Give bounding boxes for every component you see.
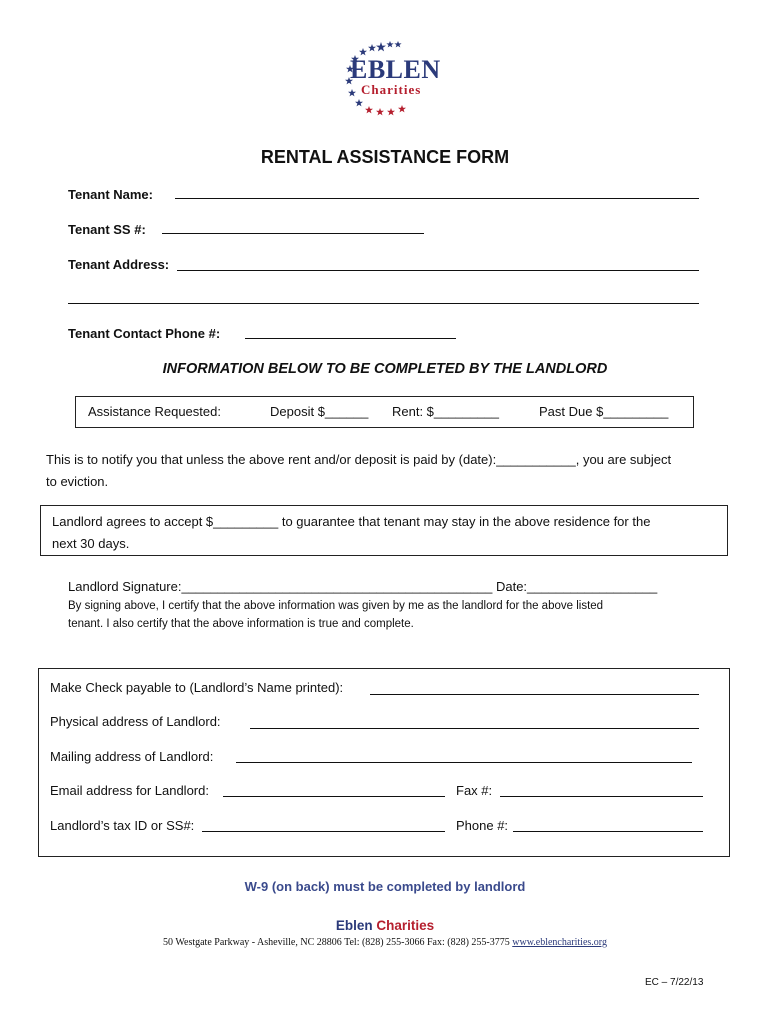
deposit-field[interactable]: Deposit $______: [270, 404, 369, 419]
check-payable-field[interactable]: [370, 694, 699, 695]
tenant-address-field-line2[interactable]: [68, 303, 699, 304]
fax-label: Fax #:: [456, 783, 493, 798]
page-title: RENTAL ASSISTANCE FORM: [260, 147, 510, 167]
certification-line1: By signing above, I certify that the above information was given by me as the landlord for the above listed: [68, 600, 604, 612]
w9-note: W-9 (on back) must be completed by landlord: [244, 879, 526, 894]
form-code: EC – 7/22/13: [645, 977, 704, 988]
logo-name: EBLEN: [350, 55, 441, 84]
footer-org-second: Charities: [376, 918, 435, 933]
footer-address-line: [0, 937, 770, 948]
tenant-name-field[interactable]: [175, 198, 699, 199]
rent-field[interactable]: Rent: $_________: [392, 404, 499, 419]
physical-address-label: Physical address of Landlord:: [50, 714, 221, 729]
mailing-address-label: Mailing address of Landlord:: [50, 749, 214, 764]
email-address-field[interactable]: [223, 796, 445, 797]
agreement-box: [40, 505, 728, 556]
tax-id-label: Landlord’s tax ID or SS#:: [50, 818, 195, 833]
fax-field[interactable]: [500, 796, 703, 797]
landlord-phone-field[interactable]: [513, 831, 703, 832]
tenant-ss-label: Tenant SS #:: [68, 222, 146, 237]
mailing-address-field[interactable]: [236, 762, 692, 763]
tenant-phone-label: Tenant Contact Phone #:: [68, 326, 221, 341]
physical-address-field[interactable]: [250, 728, 699, 729]
footer-org-name: [0, 918, 770, 933]
tenant-address-label: Tenant Address:: [68, 257, 170, 272]
logo: [328, 38, 440, 118]
landlord-signature-field[interactable]: Landlord Signature:___________________________________________ Date:__________________: [68, 579, 658, 594]
agreement-line2: next 30 days.: [52, 536, 130, 551]
agreement-line1: Landlord agrees to accept $_________ to guarantee that tenant may stay in the above residence for the: [52, 514, 651, 529]
tenant-ss-field[interactable]: [162, 233, 424, 234]
assistance-label: Assistance Requested:: [88, 404, 221, 419]
footer-org-first: Eblen: [335, 918, 373, 933]
eviction-notice-line2: to eviction.: [46, 474, 109, 489]
eviction-notice-line1: This is to notify you that unless the above rent and/or deposit is paid by (date):___________, you are subject: [46, 452, 672, 467]
email-address-label: Email address for Landlord:: [50, 783, 209, 798]
tax-id-field[interactable]: [202, 831, 445, 832]
footer-address: 50 Westgate Parkway - Asheville, NC 28806 Tel: (828) 255-3066 Fax: (828) 255-3775: [163, 937, 510, 948]
tenant-phone-field[interactable]: [245, 338, 456, 339]
footer-website-link[interactable]: www.eblencharities.org: [512, 937, 607, 948]
landlord-phone-label: Phone #:: [456, 818, 509, 833]
check-payable-label: Make Check payable to (Landlord’s Name printed):: [50, 680, 344, 695]
tenant-name-label: Tenant Name:: [68, 187, 153, 202]
certification-line2: tenant. I also certify that the above information is true and complete.: [68, 618, 414, 630]
past-due-field[interactable]: Past Due $_________: [539, 404, 669, 419]
landlord-heading: INFORMATION BELOW TO BE COMPLETED BY THE LANDLORD: [162, 361, 608, 377]
logo-subname: Charities: [361, 82, 422, 97]
tenant-address-field[interactable]: [177, 270, 699, 271]
